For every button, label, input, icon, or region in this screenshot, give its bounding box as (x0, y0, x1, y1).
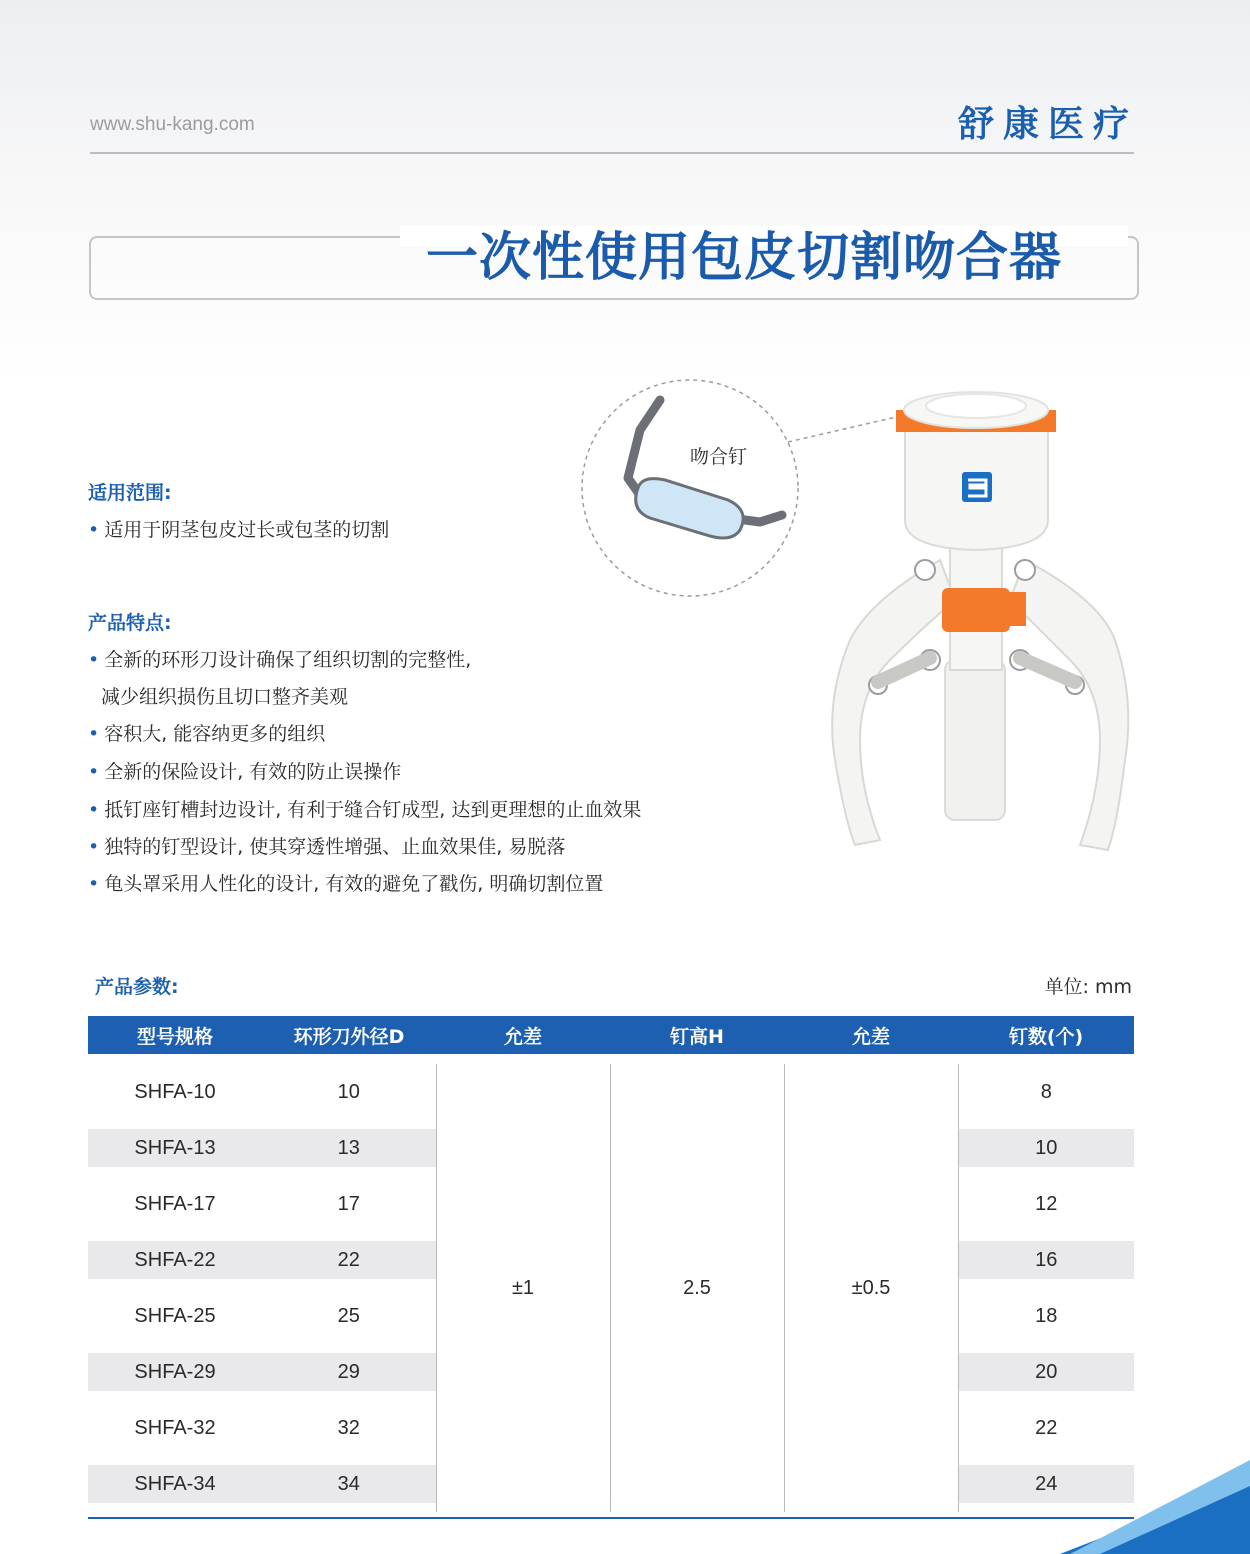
header-divider (90, 152, 1134, 154)
corner-decoration (1040, 1460, 1250, 1554)
column-header: 型号规格 (88, 1016, 262, 1054)
column-header: 钉数(个) (958, 1016, 1134, 1054)
column-header: 环形刀外径D (262, 1016, 436, 1054)
column-header: 允差 (436, 1016, 610, 1054)
diameter-cell: 25 (262, 1288, 436, 1344)
footer-divider (88, 1517, 1134, 1519)
stapler-device (832, 392, 1128, 850)
diameter-cell: 34 (262, 1456, 436, 1512)
website-url: www.shu-kang.com (90, 114, 255, 135)
staple-count-cell: 8 (1040, 1080, 1052, 1103)
tolerance-d-cell: ±1 (436, 1064, 610, 1512)
staple-count-cell: 24 (958, 1456, 1134, 1512)
staple-count-cell: 10 (958, 1120, 1134, 1176)
spec-table (88, 1016, 1134, 1512)
diameter-cell: 17 (262, 1176, 436, 1232)
list-item: • 独特的钉型设计, 使其穿透性增强、止血效果佳, 易脱落 (88, 836, 566, 858)
list-item: • 龟头罩采用人性化的设计, 有效的避免了戳伤, 明确切割位置 (88, 873, 604, 895)
staple-count-cell: 20 (958, 1344, 1134, 1400)
model-cell: SHFA-29 (88, 1344, 262, 1400)
list-item: • 容积大, 能容纳更多的组织 (88, 723, 326, 745)
diameter-cell: 32 (262, 1400, 436, 1456)
model-cell: SHFA-34 (88, 1456, 262, 1512)
page-title: 一次性使用包皮切割吻合器 (426, 228, 1063, 288)
model-cell: SHFA-10 (134, 1080, 216, 1103)
model-cell: SHFA-25 (134, 1304, 216, 1327)
table-header-row (88, 1016, 1134, 1054)
model-cell: SHFA-13 (88, 1120, 262, 1176)
unit-label: 单位: mm (1044, 976, 1132, 998)
list-item: • 全新的环形刀设计确保了组织切割的完整性, (88, 649, 472, 671)
diameter-cell: 13 (262, 1120, 436, 1176)
applicable-heading: 适用范围: (88, 482, 172, 504)
model-cell: SHFA-22 (88, 1232, 262, 1288)
list-item-continuation: 减少组织损伤且切口整齐美观 (101, 686, 349, 708)
staple-height-cell: 2.5 (610, 1064, 784, 1512)
model-cell: SHFA-17 (134, 1192, 216, 1215)
column-header: 钉高H (610, 1016, 784, 1054)
staple-count-cell: 22 (1035, 1416, 1058, 1439)
list-item: • 全新的保险设计, 有效的防止误操作 (88, 761, 402, 783)
tolerance-h-cell: ±0.5 (784, 1064, 958, 1512)
diameter-cell: 22 (262, 1232, 436, 1288)
callout-label: 吻合钉 (690, 446, 748, 468)
features-heading: 产品特点: (88, 612, 172, 634)
model-cell: SHFA-32 (134, 1416, 216, 1439)
list-item: • 抵钉座钉槽封边设计, 有利于缝合钉成型, 达到更理想的止血效果 (88, 799, 642, 821)
list-item: • 适用于阴茎包皮过长或包茎的切割 (88, 519, 390, 541)
brand-name: 舒康医疗 (957, 104, 1138, 145)
staple-count-cell: 12 (1035, 1192, 1058, 1215)
staple-count-cell: 18 (1035, 1304, 1058, 1327)
params-heading: 产品参数: (95, 976, 179, 998)
column-header: 允差 (784, 1016, 958, 1054)
diameter-cell: 29 (262, 1344, 436, 1400)
diameter-cell: 10 (262, 1064, 436, 1120)
table-row (88, 1064, 1134, 1120)
staple-count-cell: 16 (958, 1232, 1134, 1288)
product-illustration (560, 370, 1140, 870)
